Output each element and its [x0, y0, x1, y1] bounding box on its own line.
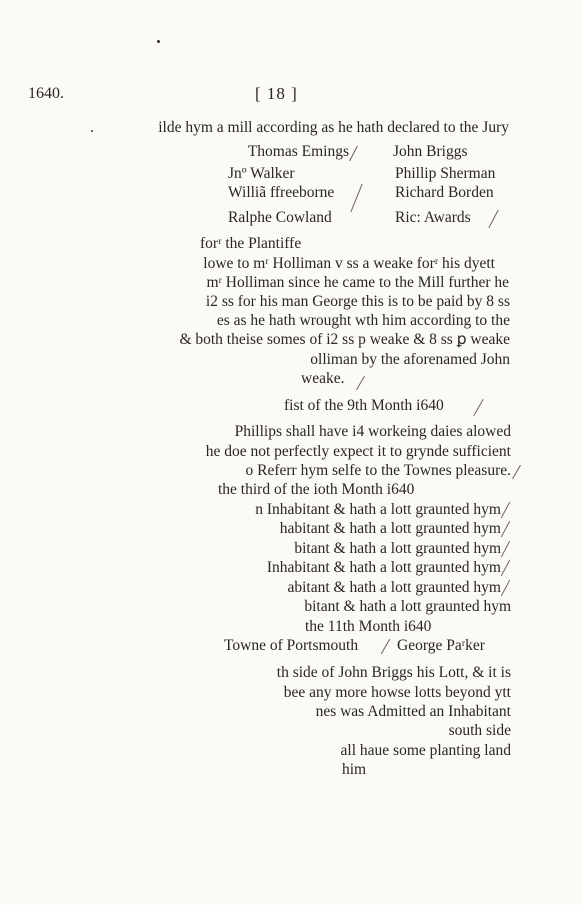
text-line: ilde hym a mill according as he hath declared to the Jury [158, 119, 509, 136]
tick-mark [488, 210, 498, 228]
juror-name: Williã ffreeborne [228, 184, 335, 201]
text-line: lowe to mʳ Holliman v ss a weake forʳ his dyett [203, 255, 495, 272]
text-line: fist of the 9th Month i640 [284, 397, 444, 414]
page-number: [ 18 ] [255, 84, 298, 103]
tick-mark [349, 146, 358, 161]
text-line: bitant & hath a lott graunted hym [294, 540, 501, 557]
tick-mark [501, 580, 510, 596]
text-line: bee any more howse lotts beyond ytt [283, 684, 511, 701]
text-line: Inhabitant & hath a lott graunted hym [266, 559, 501, 576]
juror-name: Phillip Sherman [395, 165, 496, 182]
text-line: Phillips shall have i4 workeing daies alowed [234, 423, 511, 440]
juror-name: Thomas Emings [247, 143, 349, 160]
text-line: abitant & hath a lott graunted hym [287, 579, 501, 596]
text-line: nes was Admitted an Inhabitant [315, 703, 511, 720]
text-line: weake. [301, 370, 345, 387]
text-line: es as he hath wrought wth him according to the [216, 312, 510, 329]
tick-mark [381, 639, 390, 654]
text-line: bitant & hath a lott graunted hym [304, 598, 511, 615]
text-line: n Inhabitant & hath a lott graunted hym [255, 501, 501, 518]
text-line: habitant & hath a lott graunted hym [279, 520, 501, 537]
tick-mark [512, 465, 521, 479]
ink-speck [157, 40, 160, 43]
text-line: the third of the ioth Month i640 [218, 481, 415, 498]
text-line: & both theise somes of i2 ss p weake & 8 ss ꝑ weake [179, 331, 510, 348]
text-line: he doe not perfectly expect it to grynde sufficient [205, 443, 511, 460]
text-line: th side of John Briggs his Lott, & it is [276, 664, 511, 681]
juror-name: Jnº Walker [228, 165, 295, 182]
text-line: south side [448, 722, 511, 739]
tick-mark [501, 560, 510, 576]
tick-mark [501, 541, 510, 557]
page-year: 1640. [28, 85, 64, 102]
juror-name: John Briggs [393, 143, 468, 160]
juror-name: Ralphe Cowland [228, 209, 332, 226]
text-line: Towne of Portsmouth [224, 637, 359, 654]
text-line: all haue some planting land [340, 742, 511, 759]
tick-mark [501, 502, 510, 518]
text-line: forʳ the Plantiffe [200, 235, 302, 252]
text-line: o Referr hym selfe to the Townes pleasure. [245, 462, 511, 479]
text-line: George Paʳker [397, 637, 485, 654]
text-line: him [342, 761, 367, 778]
text-line: olliman by the aforenamed John [310, 351, 510, 368]
text-line: i2 ss for his man George this is to be paid by 8 ss [205, 293, 510, 310]
juror-name: Richard Borden [395, 184, 494, 201]
tick-mark [350, 184, 362, 212]
juror-name: Ric: Awards [395, 209, 471, 226]
tick-mark [501, 521, 510, 537]
text-line: mʳ Holliman since he came to the Mill further he [206, 274, 509, 291]
ink-speck [91, 130, 93, 132]
text-line: the 11th Month i640 [305, 618, 432, 635]
tick-mark [473, 399, 483, 416]
tick-mark [356, 376, 365, 390]
